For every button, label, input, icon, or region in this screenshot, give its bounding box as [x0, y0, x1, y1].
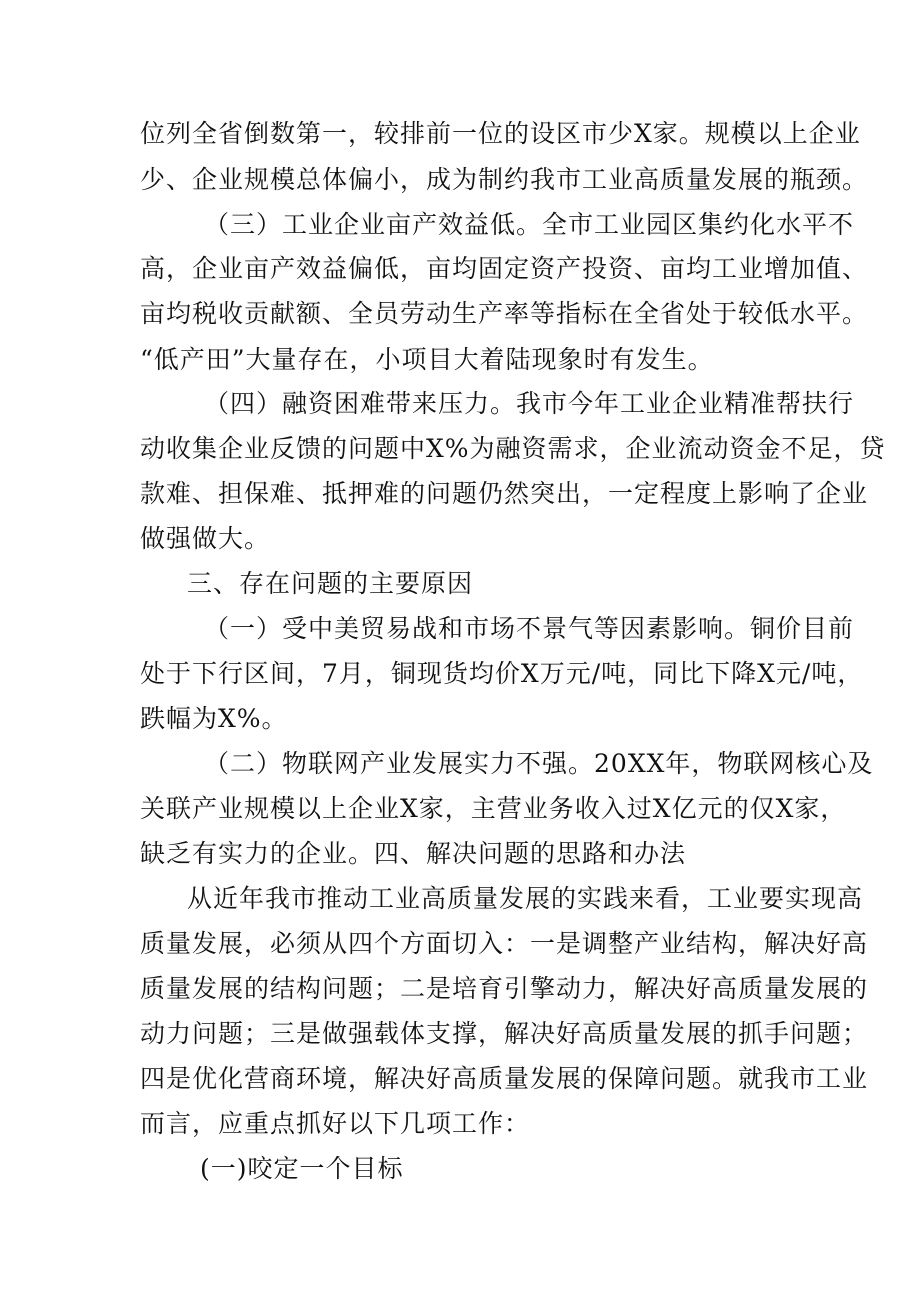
text-line-1: 位列全省倒数第一，较排前一位的设区市少X家。规模以上企业	[140, 119, 861, 148]
text-line-20: 质量发展的结构问题；二是培育引擎动力，解决好高质量发展的	[140, 974, 869, 1003]
text-line-8: 动收集企业反馈的问题中X%为融资需求，企业流动资金不足，贷	[140, 434, 886, 463]
text-line-23: 而言，应重点抓好以下几项工作：	[140, 1109, 531, 1138]
text-line-10: 做强做大。	[140, 524, 271, 553]
section-heading-3: （三）工业企业亩产效益低。全市工业园区集约化水平不	[204, 210, 855, 239]
text-line-21: 动力问题；三是做强载体支撑，解决好高质量发展的抓手问题；	[140, 1019, 869, 1048]
text-line-17: 缺乏有实力的企业。四、解决问题的思路和办法	[140, 839, 687, 868]
text-line-5: 亩均税收贡献额、全员劳动生产率等指标在全省处于较低水平。	[140, 299, 869, 328]
text-line-2: 少、企业规模总体偏小，成为制约我市工业高质量发展的瓶颈。	[140, 165, 869, 194]
text-line-4: 高，企业亩产效益偏低，亩均固定资产投资、亩均工业增加值、	[140, 254, 869, 283]
text-line-22: 四是优化营商环境，解决好高质量发展的保障问题。就我市工业	[140, 1064, 869, 1093]
paragraph-start: 从近年我市推动工业高质量发展的实践来看，工业要实现高	[187, 884, 864, 913]
subsection-heading: (一)咬定一个目标	[200, 1154, 404, 1183]
section-heading-4: （四）融资困难带来压力。我市今年工业企业精准帮扶行	[204, 389, 855, 418]
text-line-19: 质量发展，必须从四个方面切入：一是调整产业结构，解决好高	[140, 929, 869, 958]
text-line-6: “低产田”大量存在，小项目大着陆现象时有发生。	[140, 345, 714, 374]
section-heading-2: （二）物联网产业发展实力不强。20XX年，物联网核心及	[204, 749, 874, 778]
text-line-14: 跌幅为X%。	[140, 704, 288, 733]
text-line-13: 处于下行区间，7月，铜现货均价X万元/吨，同比下降X元/吨，	[140, 659, 864, 688]
text-line-16: 关联产业规模以上企业X家，主营业务收入过X亿元的仅X家，	[140, 794, 847, 823]
text-line-9: 款难、担保难、抵押难的问题仍然突出，一定程度上影响了企业	[140, 479, 869, 508]
chapter-heading-3: 三、存在问题的主要原因	[187, 569, 474, 598]
section-heading-1: （一）受中美贸易战和市场不景气等因素影响。铜价目前	[204, 614, 855, 643]
